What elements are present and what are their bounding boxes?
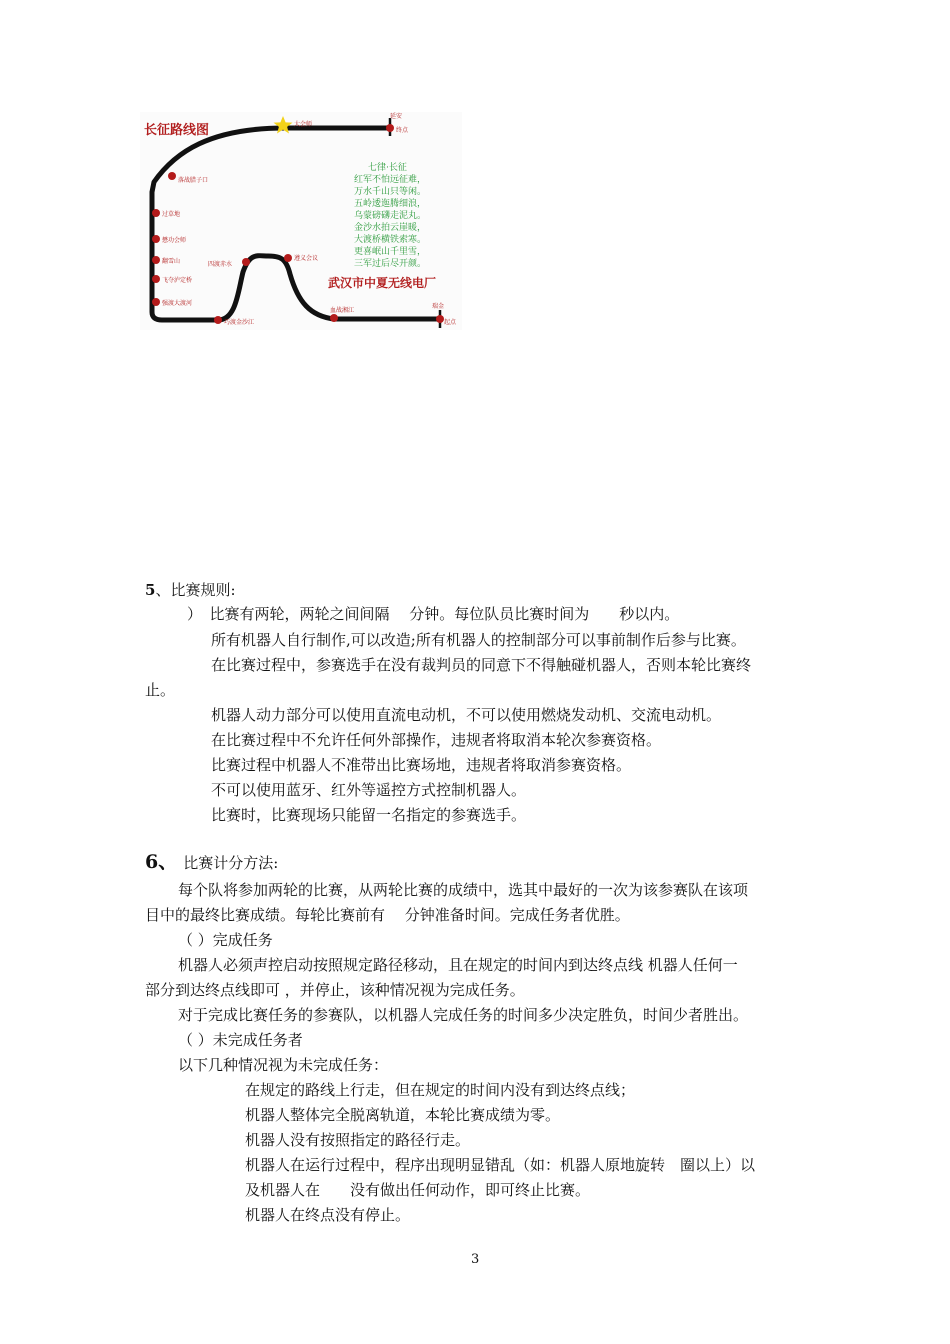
rule-3b: 止。 xyxy=(145,681,176,699)
score-para-3: 对于完成比赛任务的参赛队，以机器人完成任务的时间多少决定胜负，时间少者胜出。 xyxy=(178,1006,749,1024)
poem-block xyxy=(354,161,426,269)
incomplete-item-1: 在规定的路线上行走，但在规定的时间内没有到达终点线； xyxy=(245,1081,636,1099)
rule-8: 比赛时，比赛现场只能留一名指定的参赛选手。 xyxy=(211,806,527,824)
incomplete-item-4b: 及机器人在 没有做出任何动作，即可终止比赛。 xyxy=(245,1181,591,1199)
score-para-2b: 部分到达终点线即可 ，并停止，该种情况视为完成任务。 xyxy=(145,981,525,999)
label-fanxueshan: 翻雪山 xyxy=(162,258,181,265)
label-sidu: 四渡赤水 xyxy=(208,261,233,268)
factory-label: 武汉市中夏无线电厂 xyxy=(328,276,437,290)
section-5-sep: 、 xyxy=(155,581,171,599)
rule-2: 所有机器人自行制作,可以改造;所有机器人的控制部分可以事前制作后参与比赛。 xyxy=(211,631,746,649)
poem-line: 金沙水拍云崖暖， xyxy=(354,223,427,233)
rule-4: 机器人动力部分可以使用直流电动机，不可以使用燃烧发动机、交流电动机。 xyxy=(211,706,722,724)
label-qidian: 起点 xyxy=(444,319,457,326)
label-labazikou: 落战腊子口 xyxy=(178,177,209,184)
score-para-4: 以下几种情况视为未完成任务： xyxy=(178,1056,389,1074)
rule-7: 不可以使用蓝牙、红外等遥控方式控制机器人。 xyxy=(211,781,527,799)
label-yanan: 延安 xyxy=(390,113,403,120)
label-qiangdu: 强渡大渡河 xyxy=(162,300,193,307)
label-feiduo: 飞夺泸定桥 xyxy=(162,277,193,284)
map-title: 长征路线图 xyxy=(144,123,210,138)
rule-6: 比赛过程中机器人不准带出比赛场地，违规者将取消参赛资格。 xyxy=(211,756,632,774)
section-6-heading xyxy=(145,847,278,874)
rule-5: 在比赛过程中不允许任何外部操作，违规者将取消本轮次参赛资格。 xyxy=(211,731,662,749)
score-para-1b: 目中的最终比赛成绩。每轮比赛前有 分钟准备时间。完成任务者优胜。 xyxy=(145,906,630,924)
poem-line: 红军不怕远征难， xyxy=(354,175,427,185)
subheading-complete: （ ）完成任务 xyxy=(178,931,273,949)
rule-3a: 在比赛过程中，参赛选手在没有裁判员的同意下不得触碰机器人，否则本轮比赛终 xyxy=(211,656,752,674)
section-6-sep: 、 xyxy=(158,851,178,873)
poem-line: 大渡桥横铁索寒。 xyxy=(354,235,427,245)
incomplete-item-5: 机器人在终点没有停止。 xyxy=(245,1206,411,1224)
label-zunyi: 遵义会议 xyxy=(294,255,319,262)
section-5-heading xyxy=(145,580,236,600)
long-march-route-map xyxy=(140,112,462,330)
label-guocaodi: 过草地 xyxy=(162,211,181,218)
route-map-svg xyxy=(140,112,462,330)
label-xiangjiang: 血战湘江 xyxy=(330,307,355,314)
section-6-title: 比赛计分方法: xyxy=(183,854,279,872)
incomplete-item-3: 机器人没有按照指定的路径行走。 xyxy=(245,1131,471,1149)
incomplete-item-2: 机器人整体完全脱离轨道，本轮比赛成绩为零。 xyxy=(245,1106,561,1124)
poem-line: 三军过后尽开颜。 xyxy=(354,259,427,269)
section-6-number: 6 xyxy=(145,851,159,873)
score-para-2a: 机器人必须声控启动按照规定路径移动，且在规定的时间内到达终点线 机器人任何一 xyxy=(178,956,738,974)
poem-line: 万水千山只等闲。 xyxy=(354,187,427,197)
incomplete-item-4a: 机器人在运行过程中，程序出现明显错乱（如：机器人原地旋转 圈以上）以 xyxy=(245,1156,756,1174)
section-5-number: 5 xyxy=(145,581,156,599)
rule-1: ） 比赛有两轮，两轮之间间隔 分钟。每位队员比赛时间为 秒以内。 xyxy=(187,605,680,623)
label-qiaodu: 巧渡金沙江 xyxy=(224,319,255,326)
score-para-1a: 每个队将参加两轮的比赛，从两轮比赛的成绩中，选其中最好的一次为该参赛队在该项 xyxy=(178,881,749,899)
section-5-title: 比赛规则: xyxy=(170,581,236,599)
page-number: 3 xyxy=(471,1252,480,1267)
label-ruijin: 瑞金 xyxy=(432,303,445,310)
label-dahuishi: 大会师 xyxy=(294,121,313,128)
label-maogong: 懋功会师 xyxy=(162,237,187,244)
poem-line: 七律·长征 xyxy=(368,163,407,173)
poem-line: 五岭逶迤腾细浪， xyxy=(354,199,427,209)
label-zhongdian: 终点 xyxy=(396,127,409,134)
subheading-incomplete: （ ）未完成任务者 xyxy=(178,1031,303,1049)
poem-line: 更喜岷山千里雪， xyxy=(354,247,427,257)
poem-line: 乌蒙磅礴走泥丸。 xyxy=(354,211,427,221)
